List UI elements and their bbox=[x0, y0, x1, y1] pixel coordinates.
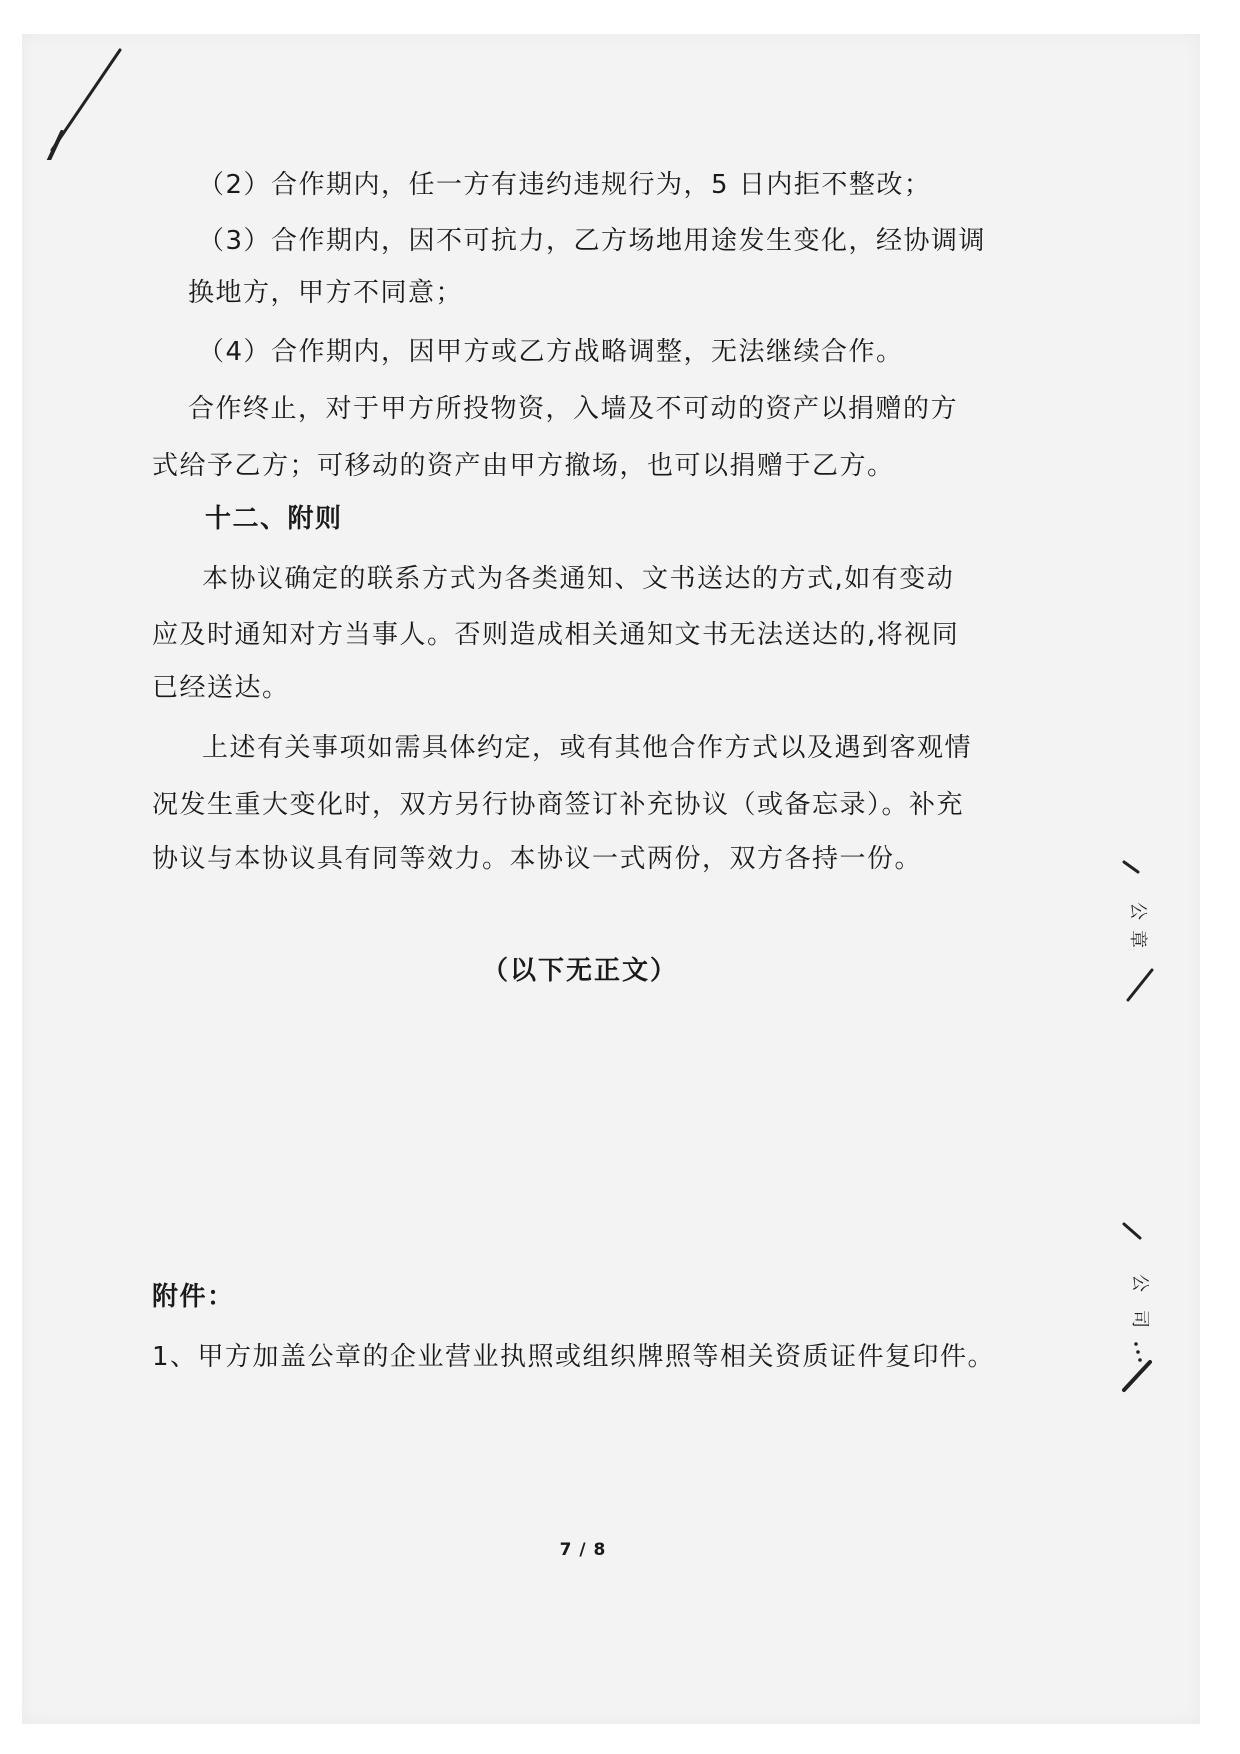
clause-item-3: （3）合作期内，因不可抗力，乙方场地用途发生变化，经协调调 bbox=[198, 226, 987, 256]
notice-paragraph-line-2: 应及时通知对方当事人。否则造成相关通知文书无法送达的,将视同 bbox=[152, 620, 960, 650]
seal-fragment-upper bbox=[1110, 850, 1170, 1020]
svg-text:司: 司 bbox=[1129, 1310, 1150, 1328]
clause-item-4: （4）合作期内，因甲方或乙方战略调整，无法继续合作。 bbox=[198, 337, 904, 367]
seal-fragment-lower bbox=[1110, 1212, 1170, 1402]
clause-item-2: （2）合作期内，任一方有违约违规行为，5 日内拒不整改； bbox=[198, 170, 932, 200]
notice-paragraph-line-3: 已经送达。 bbox=[152, 673, 290, 703]
termination-paragraph-line-2: 式给予乙方；可移动的资产由甲方撤场，也可以捐赠于乙方。 bbox=[152, 451, 895, 481]
supplement-paragraph-line-3: 协议与本协议具有同等效力。本协议一式两份，双方各持一份。 bbox=[152, 844, 923, 874]
attachment-item: 1、甲方加盖公章的企业营业执照或组织牌照等相关资质证件复印件。 bbox=[152, 1342, 996, 1372]
svg-text:章: 章 bbox=[1127, 930, 1148, 948]
attachment-label: 附件： bbox=[152, 1282, 235, 1312]
notice-paragraph-line-1: 本协议确定的联系方式为各类通知、文书送达的方式,如有变动 bbox=[202, 564, 955, 594]
supplement-paragraph-line-2: 况发生重大变化时，双方另行协商签订补充协议（或备忘录）。补充 bbox=[152, 790, 965, 820]
section-heading: 十二、附则 bbox=[205, 504, 343, 534]
end-of-text-note: （以下无正文） bbox=[481, 956, 678, 986]
svg-text:公: 公 bbox=[1127, 902, 1148, 920]
termination-paragraph-line-1: 合作终止，对于甲方所投物资，入墙及不可动的资产以捐赠的方 bbox=[188, 394, 959, 424]
supplement-paragraph-line-1: 上述有关事项如需具体约定，或有其他合作方式以及遇到客观情 bbox=[202, 733, 973, 763]
page-number: 7 / 8 bbox=[559, 1540, 607, 1560]
clause-item-3-continued: 换地方，甲方不同意； bbox=[188, 278, 464, 308]
svg-text:公: 公 bbox=[1129, 1274, 1150, 1292]
